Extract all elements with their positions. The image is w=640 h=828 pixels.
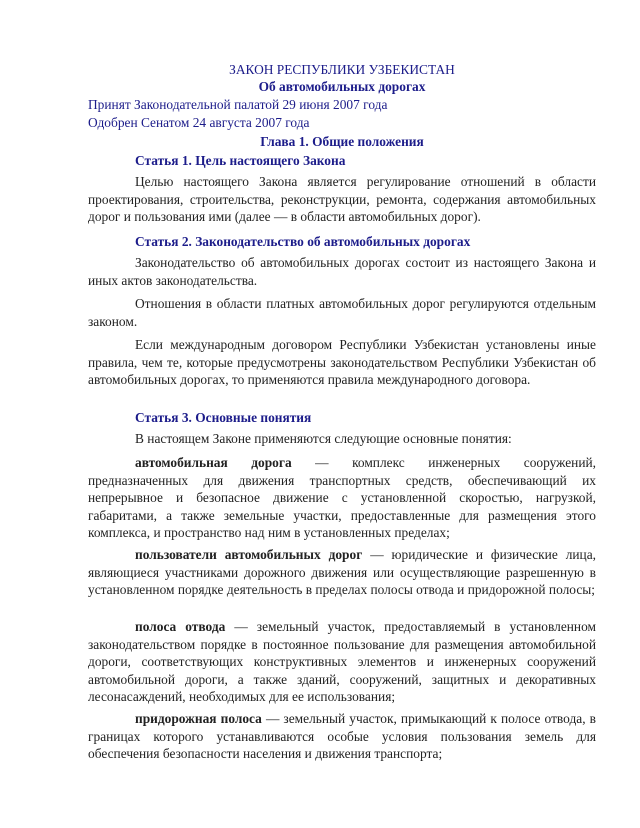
chapter-heading: Глава 1. Общие положения bbox=[260, 134, 424, 149]
definition-paragraph bbox=[88, 710, 596, 763]
article-3-intro: В настоящем Законе применяются следующие основные понятия: bbox=[135, 431, 512, 446]
article-1-paragraph: Целью настоящего Закона является регулирование отношений в области проектирования, строительства, реконструкции, ремонта, содержания автомобильных дорог и пользования ими (далее — в области автомобильных дорог). bbox=[88, 174, 596, 225]
article-2-paragraph-3: Если международным договором Республики Узбекистан установлены иные правила, чем те, которые предусмотрены законодательством Республики Узбекистан об автомобильных дорогах, то применяются правила международного договора. bbox=[88, 337, 596, 388]
article-1-heading: Статья 1. Цель настоящего Закона bbox=[135, 153, 346, 168]
definition-term: придорожная полоса bbox=[135, 711, 262, 726]
article-3-heading: Статья 3. Основные понятия bbox=[135, 410, 312, 425]
definition-text: — юридические и физические лица, являющиеся участниками дорожного движения или осуществляющие разрешенную в установленном порядке деятельность в пределах полосы отвода и придорожной полосы; bbox=[88, 547, 597, 598]
definition-text: — комплекс инженерных сооружений, предназначенных для движения транспортных средств, обеспечивающий их непрерывное и безопасное движение с установленной скоростью, нагрузкой, габаритами, а также земельные участки, предоставленные для размещения этого комплекса, и пространство над ним в установленных пределах; bbox=[88, 455, 596, 541]
definition-paragraph bbox=[88, 546, 596, 599]
definition-text: — земельный участок, предоставляемый в установленном законодательством порядке в постоянное пользование для размещения автомобильной дороги, соответствующих конструктивных элементов и инженерных сооружений автомобильной дороги, а также зданий, сооружений, защитных и декоративных лесонасаждений, необходимых для ее использования; bbox=[88, 619, 597, 705]
definition-paragraph bbox=[88, 618, 596, 706]
definition-term: пользователи автомобильных дорог bbox=[135, 547, 363, 562]
article-2-paragraph-2: Отношения в области платных автомобильных дорог регулируются отдельным законом. bbox=[88, 296, 596, 329]
article-2-heading: Статья 2. Законодательство об автомобильных дорогах bbox=[135, 234, 471, 249]
definition-term: автомобильная дорога bbox=[135, 455, 292, 470]
definition-text: — земельный участок, примыкающий к полосе отвода, в границах которого устанавливаются особые условия пользования земель для обеспечения безопасности населения и движения транспорта; bbox=[88, 711, 596, 762]
definition-paragraph bbox=[88, 454, 596, 542]
definition-term: полоса отвода bbox=[135, 619, 226, 634]
law-subtitle: Об автомобильных дорогах bbox=[258, 79, 426, 94]
article-2-paragraph-1: Законодательство об автомобильных дорогах состоит из настоящего Закона и иных актов законодательства. bbox=[88, 255, 596, 288]
law-title: ЗАКОН РЕСПУБЛИКИ УЗБЕКИСТАН bbox=[229, 62, 455, 77]
accepted-date: Принят Законодательной палатой 29 июня 2007 года bbox=[88, 97, 388, 112]
approved-date: Одобрен Сенатом 24 августа 2007 года bbox=[88, 115, 310, 130]
